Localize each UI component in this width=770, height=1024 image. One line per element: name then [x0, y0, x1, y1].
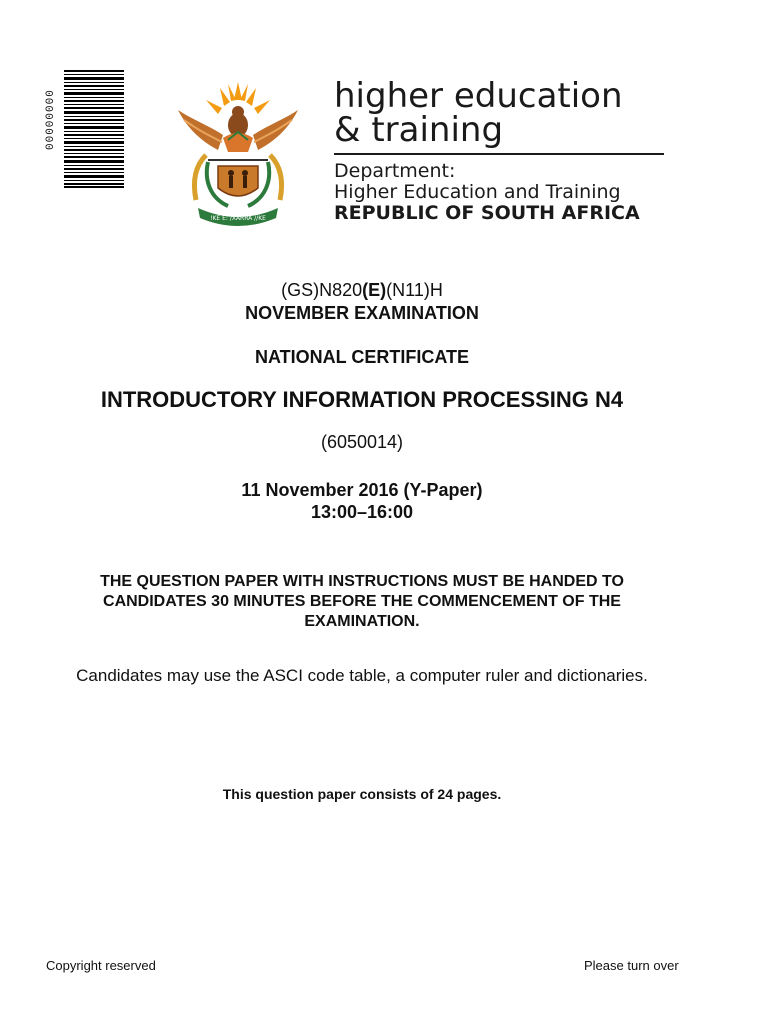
handout-notice [50, 572, 674, 632]
department-label: Department: [334, 160, 456, 182]
turn-over-notice: Please turn over [584, 958, 679, 973]
paper-code [0, 280, 724, 301]
notice-line-1: THE QUESTION PAPER WITH INSTRUCTIONS MUST BE HANDED TO [100, 573, 624, 590]
notice-line-3: EXAMINATION. [304, 613, 420, 630]
motto-text: !KE E: /XARRA //KE [210, 215, 266, 222]
notice-line-2: CANDIDATES 30 MINUTES BEFORE THE COMMENCEMENT OF THE [103, 593, 621, 610]
country-name: REPUBLIC OF SOUTH AFRICA [334, 202, 640, 224]
barcode [64, 70, 124, 188]
certificate-title: NATIONAL CERTIFICATE [255, 347, 469, 367]
barcode-number: 00000000 [45, 89, 57, 150]
subject-code: (6050014) [320, 432, 404, 452]
exam-time: 13:00–16:00 [310, 502, 414, 522]
paper-code-language: (E) [362, 280, 387, 300]
copyright-notice: Copyright reserved [46, 958, 156, 973]
coat-of-arms-emblem [168, 80, 308, 230]
exam-title: NOVEMBER EXAMINATION [245, 303, 479, 323]
department-name: Higher Education and Training [334, 181, 621, 203]
exam-date: 11 November 2016 (Y-Paper) [241, 480, 483, 500]
brand-divider [334, 153, 664, 155]
brand-title-line2: & training [334, 110, 504, 150]
paper-code-suffix: (N11)H [386, 280, 443, 300]
candidates-allowance: Candidates may use the ASCI code table, a computer ruler and dictionaries. [76, 666, 648, 685]
paper-code-prefix: (GS)N820 [281, 280, 363, 300]
page-count-note: This question paper consists of 24 pages. [222, 786, 502, 802]
subject-title: INTRODUCTORY INFORMATION PROCESSING N4 [100, 387, 624, 412]
brand-title-line1: higher education [334, 76, 623, 116]
